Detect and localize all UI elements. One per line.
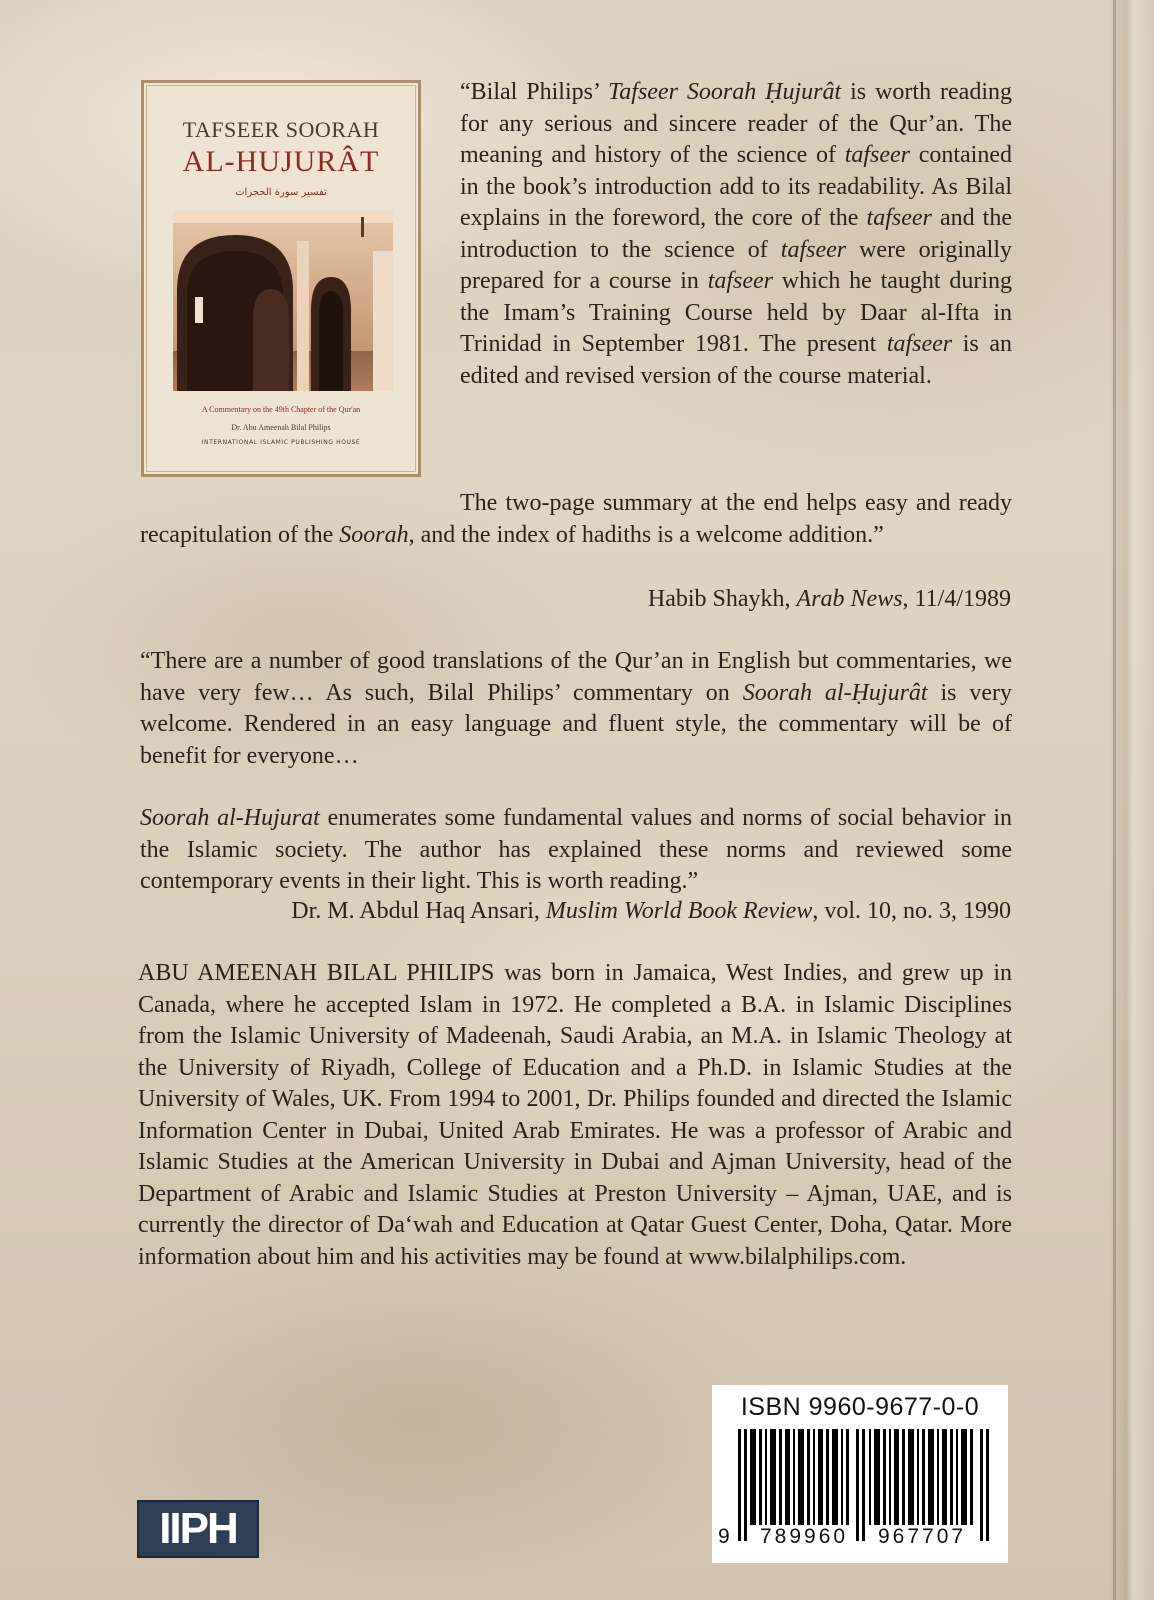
cover-subtitle: A Commentary on the 49th Chapter of the Qur'an bbox=[201, 405, 361, 414]
cover-title-line2: AL-HUJURÂT bbox=[182, 145, 380, 178]
review2-attribution: Dr. M. Abdul Haq Ansari, Muslim World Book Review, vol. 10, no. 3, 1990 bbox=[291, 898, 1011, 924]
isbn-barcode-box bbox=[712, 1385, 1008, 1563]
cover-author: Dr. Abu Ameenah Bilal Philips bbox=[231, 423, 331, 432]
review2-paragraph1: “There are a number of good translations of the Qur’an in English but commentaries, we have very few… As such, Bilal Philips’ commentary on Soorah al-Ḥujurât is very welcome. Rendered in an easy language and fluent style, the commentary will be of benefit for everyone… bbox=[140, 648, 1012, 769]
review1-paragraph1: “Bilal Philips’ Tafseer Soorah Ḥujurât is worth reading for any serious and sincere reader of the Qur’an. The meaning and history of the science of tafseer contained in the book’s introduction add to its readability. As Bilal explains in the foreword, the core of the tafseer and the introduction to the science of tafseer were originally prepared for a course in tafseer which he taught during the Imam’s Training Course held by Daar al-Ifta in Trinidad in September 1981. The present tafseer is an edited and revised version of the course material. bbox=[460, 79, 1013, 389]
spine-line bbox=[1113, 0, 1116, 1600]
iiph-logo: IIPH bbox=[137, 1500, 259, 1558]
barcode-digits-right: 967707 bbox=[878, 1525, 967, 1548]
cover-arches-photo bbox=[173, 211, 393, 391]
review2-paragraph2: Soorah al-Hujurat enumerates some fundamental values and norms of social behavior in the Islamic society. The author has explained these norms and reviewed some contemporary events in their light. This is worth reading.” bbox=[140, 805, 1012, 894]
book-cover-thumbnail bbox=[141, 80, 421, 477]
barcode-digit-first: 9 bbox=[718, 1525, 730, 1548]
review1-attribution: Habib Shaykh, Arab News, 11/4/1989 bbox=[647, 586, 1011, 612]
cover-title-line1: TAFSEER SOORAH bbox=[182, 117, 380, 142]
cover-publisher: INTERNATIONAL ISLAMIC PUBLISHING HOUSE bbox=[201, 439, 361, 446]
barcode-digits-left: 789960 bbox=[760, 1525, 849, 1548]
author-bio: ABU AMEENAH BILAL PHILIPS was born in Jamaica, West Indies, and grew up in Canada, where he accepted Islam in 1972. He completed a B.A. in Islamic Disciplines from the Islamic University of Madeenah, Saudi Arabia, an M.A. in Islamic Theology at the University of Riyadh, College of Education and a Ph.D. in Islamic Studies at the University of Wales, UK. From 1994 to 2001, Dr. Philips founded and directed the Islamic Information Center in Dubai, United Arab Emirates. He was a professor of Arabic and Islamic Studies at the American University in Dubai and Ajman University, head of the Department of Arabic and Islamic Studies at Preston University – Ajman, UAE, and is currently the director of Da‘wah and Education at Qatar Guest Center, Doha, Qatar. More information about him and his activities may be found at www.bilalphilips.com. bbox=[138, 960, 1012, 1270]
cover-arabic-title: تفسير سورة الحجرات bbox=[235, 187, 327, 198]
review1-paragraph2: The two-page summary at the end helps easy and ready recapitulation of the Soorah, and the index of hadiths is a welcome addition.” bbox=[140, 490, 1012, 548]
isbn-label: ISBN 9960-9677-0-0 bbox=[740, 1393, 980, 1421]
